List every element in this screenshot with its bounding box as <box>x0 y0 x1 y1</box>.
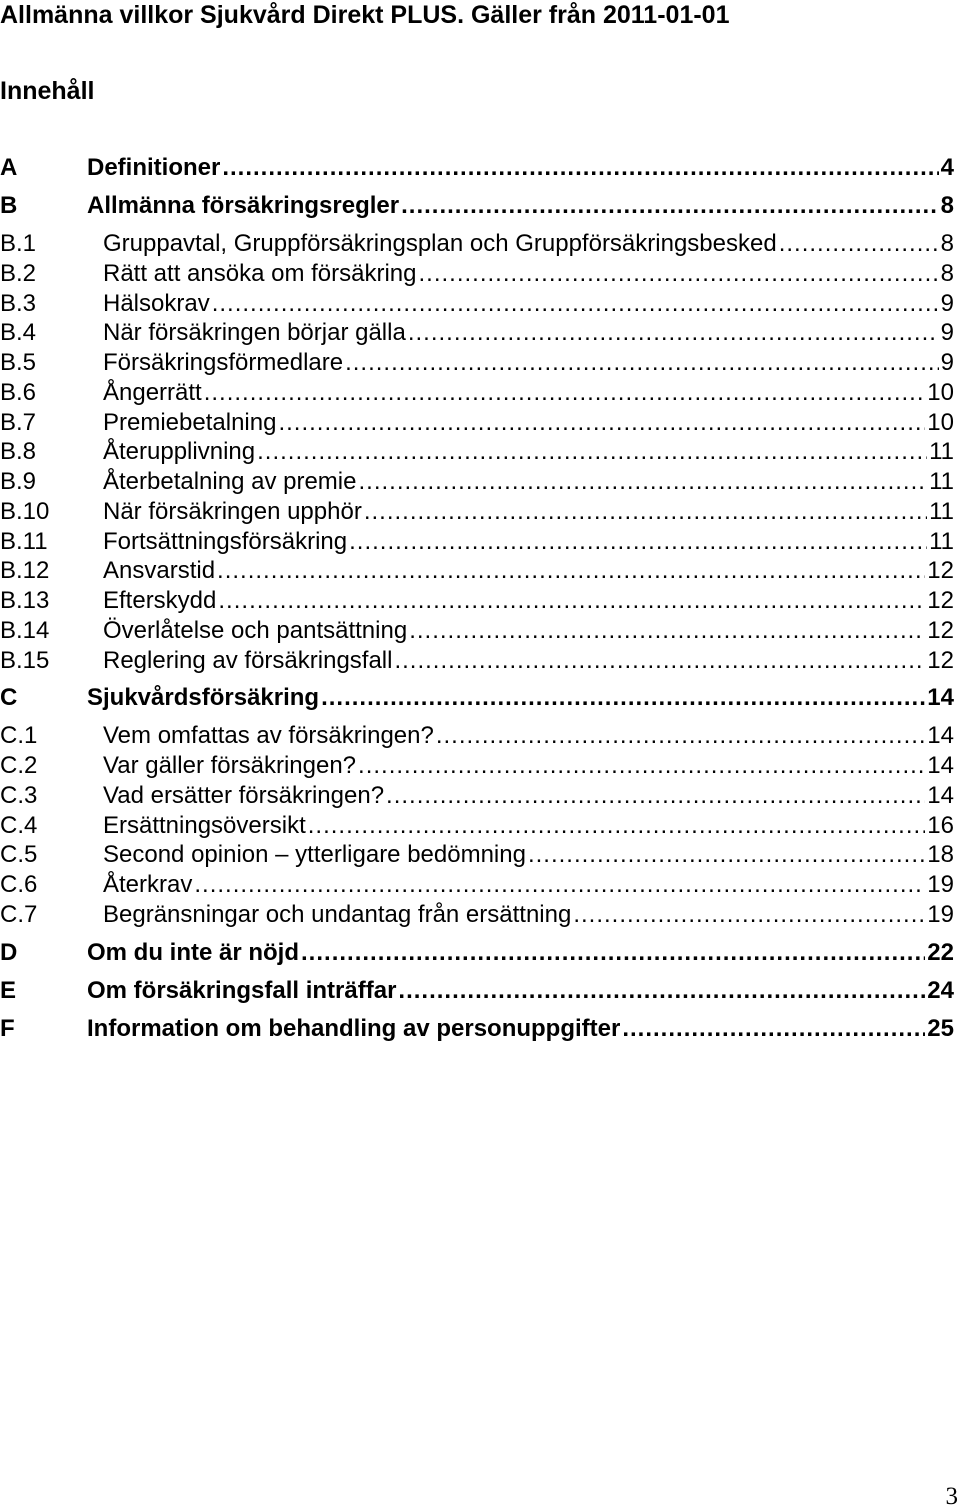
toc-subsection-entry[interactable] <box>0 378 954 408</box>
toc-dot-leader <box>409 616 925 646</box>
toc-entry-number: B.4 <box>0 319 37 347</box>
toc-entry-number: C.3 <box>0 781 38 809</box>
toc-entry-page[interactable]: 11 <box>929 497 954 525</box>
toc-entry-number: B.11 <box>0 527 48 555</box>
toc-entry-page[interactable]: 11 <box>929 468 954 495</box>
toc-dot-leader <box>398 976 925 1006</box>
toc-subsection-entry[interactable] <box>0 408 954 438</box>
toc-subsection-entry[interactable] <box>0 467 954 497</box>
toc-entry-label[interactable]: Ersättningsöversikt <box>103 811 306 839</box>
toc-subsection-entry[interactable] <box>0 721 954 751</box>
toc-entry-number: B.1 <box>0 230 37 257</box>
toc-dot-leader <box>349 527 927 557</box>
toc-entry-label[interactable]: Ansvarstid <box>103 557 216 585</box>
toc-entry-number: B.9 <box>0 468 37 495</box>
toc-entry-page[interactable]: 22 <box>927 938 954 966</box>
table-of-contents <box>0 153 954 1052</box>
toc-dot-leader <box>528 840 925 870</box>
toc-entry-number: B.6 <box>0 378 37 406</box>
toc-entry-line <box>103 840 954 870</box>
toc-subsection-entry[interactable] <box>0 646 954 676</box>
toc-entry-line <box>103 721 954 751</box>
toc-dot-leader <box>257 437 927 467</box>
toc-entry-page[interactable]: 16 <box>927 811 954 839</box>
toc-dot-leader <box>408 318 939 348</box>
toc-entry-label[interactable]: Definitioner <box>87 154 221 181</box>
toc-entry-number: E <box>0 976 17 1004</box>
toc-subsection-entry[interactable] <box>0 751 954 781</box>
toc-entry-label[interactable]: Rätt att ansöka om försäkring <box>103 259 417 287</box>
toc-entry-line <box>103 781 954 811</box>
toc-section-entry[interactable] <box>0 683 954 721</box>
toc-entry-page[interactable]: 4 <box>940 154 954 181</box>
toc-entry-number: B.10 <box>0 497 50 525</box>
toc-entry-label[interactable]: Hälsokrav <box>103 289 210 317</box>
toc-entry-line <box>103 556 954 586</box>
toc-entry-label[interactable]: Efterskydd <box>103 587 217 614</box>
toc-entry-page[interactable]: 12 <box>927 616 954 644</box>
toc-entry-label[interactable]: Försäkringsförmedlare <box>103 349 344 376</box>
toc-subsection-entry[interactable] <box>0 811 954 841</box>
toc-entry-label[interactable]: Återupplivning <box>103 438 256 466</box>
toc-dot-leader <box>436 721 925 751</box>
toc-entry-page[interactable]: 14 <box>927 781 954 809</box>
toc-subsection-entry[interactable] <box>0 497 954 527</box>
page-number: 3 <box>945 1483 958 1510</box>
toc-section-entry[interactable] <box>0 1014 954 1052</box>
toc-entry-label[interactable]: Information om behandling av personuppgifter <box>87 1014 621 1042</box>
toc-entry-page[interactable]: 11 <box>929 527 954 555</box>
toc-dot-leader <box>394 646 925 676</box>
toc-dot-leader <box>573 900 925 930</box>
toc-entry-page[interactable]: 12 <box>927 587 954 614</box>
toc-entry-label[interactable]: Vad ersätter försäkringen? <box>103 781 385 809</box>
toc-subsection-entry[interactable] <box>0 527 954 557</box>
toc-entry-number: B.3 <box>0 289 37 317</box>
toc-entry-label[interactable]: Premiebetalning <box>103 408 277 436</box>
toc-dot-leader <box>418 259 938 289</box>
toc-entry-line <box>87 683 954 713</box>
toc-subsection-entry[interactable] <box>0 870 954 900</box>
toc-subsection-entry[interactable] <box>0 616 954 646</box>
toc-entry-page[interactable]: 12 <box>927 557 954 585</box>
toc-entry-page[interactable]: 19 <box>927 871 954 898</box>
toc-entry-page[interactable]: 19 <box>927 900 954 928</box>
toc-entry-label[interactable]: Återbetalning av premie <box>103 468 357 495</box>
toc-dot-leader <box>194 870 925 900</box>
toc-entry-label[interactable]: Fortsättningsförsäkring <box>103 527 348 555</box>
toc-dot-leader <box>386 781 925 811</box>
toc-subsection-entry[interactable] <box>0 259 954 289</box>
toc-section-entry[interactable] <box>0 938 954 976</box>
toc-subsection-entry[interactable] <box>0 289 954 319</box>
toc-entry-number: C.6 <box>0 871 38 898</box>
toc-entry-label[interactable]: Allmänna försäkringsregler <box>87 192 400 219</box>
toc-dot-leader <box>345 348 939 378</box>
toc-entry-page[interactable]: 8 <box>940 192 954 219</box>
toc-entry-number: B.7 <box>0 408 37 436</box>
toc-subsection-entry[interactable] <box>0 840 954 870</box>
toc-entry-line <box>103 616 954 646</box>
toc-entry-number: B <box>0 192 18 219</box>
toc-entry-line <box>103 318 954 348</box>
toc-dot-leader <box>401 191 939 221</box>
toc-entry-line <box>103 348 954 378</box>
toc-entry-page[interactable]: 10 <box>927 408 954 436</box>
toc-entry-number: A <box>0 154 18 181</box>
toc-entry-line <box>103 586 954 616</box>
toc-dot-leader <box>321 683 925 713</box>
toc-subsection-entry[interactable] <box>0 781 954 811</box>
toc-entry-line <box>87 153 954 183</box>
toc-dot-leader <box>278 408 925 438</box>
toc-subsection-entry[interactable] <box>0 437 954 467</box>
toc-entry-page[interactable]: 18 <box>927 841 954 869</box>
toc-entry-page[interactable]: 14 <box>927 722 954 750</box>
toc-entry-label[interactable]: Sjukvårdsförsäkring <box>87 684 320 712</box>
toc-entry-line <box>87 976 954 1006</box>
toc-entry-label[interactable]: Reglering av försäkringsfall <box>103 646 393 674</box>
toc-entry-line <box>103 289 954 319</box>
toc-entry-number: B.14 <box>0 616 50 644</box>
toc-entry-page[interactable]: 24 <box>927 976 954 1004</box>
toc-section-entry[interactable] <box>0 153 954 191</box>
toc-entry-line <box>103 467 954 497</box>
toc-entry-number: B.2 <box>0 259 37 287</box>
toc-entry-number: C.5 <box>0 841 38 869</box>
toc-entry-line <box>103 408 954 438</box>
toc-entry-label[interactable]: Var gäller försäkringen? <box>103 752 357 779</box>
toc-section-entry[interactable] <box>0 976 954 1014</box>
toc-dot-leader <box>308 811 926 841</box>
toc-entry-number: F <box>0 1014 15 1042</box>
toc-entry-page[interactable]: 12 <box>927 646 954 674</box>
toc-entry-number: C.1 <box>0 722 38 750</box>
toc-entry-label[interactable]: Gruppavtal, Gruppförsäkringsplan och Gruppförsäkringsbesked <box>103 230 777 257</box>
toc-entry-page[interactable]: 9 <box>940 319 954 347</box>
toc-entry-page[interactable]: 8 <box>940 259 954 287</box>
toc-section-entry[interactable] <box>0 191 954 229</box>
toc-entry-label[interactable]: När försäkringen börjar gälla <box>103 319 406 347</box>
toc-dot-leader <box>222 153 938 183</box>
toc-subsection-entry[interactable] <box>0 586 954 616</box>
toc-entry-page[interactable]: 14 <box>927 752 954 779</box>
toc-entry-line <box>103 378 954 408</box>
toc-entry-label[interactable]: Begränsningar och undantag från ersättning <box>103 900 572 928</box>
toc-entry-number: B.5 <box>0 349 37 376</box>
toc-dot-leader <box>212 289 939 319</box>
toc-entry-label[interactable]: Överlåtelse och pantsättning <box>103 616 408 644</box>
toc-entry-page[interactable]: 8 <box>940 230 954 257</box>
toc-subsection-entry[interactable] <box>0 348 954 378</box>
toc-entry-number: B.13 <box>0 587 50 614</box>
toc-entry-line <box>103 229 954 259</box>
toc-dot-leader <box>301 938 925 968</box>
toc-entry-line <box>103 811 954 841</box>
toc-subsection-entry[interactable] <box>0 318 954 348</box>
toc-entry-page[interactable]: 11 <box>929 438 954 466</box>
toc-entry-line <box>103 646 954 676</box>
toc-dot-leader <box>358 467 927 497</box>
toc-entry-number: C <box>0 684 18 712</box>
toc-dot-leader <box>204 378 926 408</box>
document-title: Allmänna villkor Sjukvård Direkt PLUS. Gäller från 2011-01-01 <box>0 1 730 29</box>
toc-entry-number: D <box>0 938 18 966</box>
toc-entry-label[interactable]: När försäkringen upphör <box>103 497 362 525</box>
toc-subsection-entry[interactable] <box>0 900 954 930</box>
toc-entry-label[interactable]: Ångerrätt <box>103 378 202 406</box>
toc-entry-line <box>103 259 954 289</box>
toc-entry-number: C.4 <box>0 811 38 839</box>
toc-entry-number: C.2 <box>0 752 38 779</box>
toc-entry-line <box>103 751 954 781</box>
toc-entry-line <box>103 497 954 527</box>
toc-entry-line <box>87 1014 954 1044</box>
toc-dot-leader <box>217 556 925 586</box>
toc-dot-leader <box>622 1014 925 1044</box>
toc-entry-label[interactable]: Om försäkringsfall inträffar <box>87 976 397 1004</box>
toc-entry-number: C.7 <box>0 900 38 928</box>
toc-entry-page[interactable]: 9 <box>940 289 954 317</box>
toc-dot-leader <box>364 497 927 527</box>
toc-entry-line <box>103 900 954 930</box>
toc-entry-page[interactable]: 9 <box>940 349 954 376</box>
toc-entry-line <box>103 437 954 467</box>
toc-entry-number: B.8 <box>0 438 37 466</box>
toc-entry-label[interactable]: Vem omfattas av försäkringen? <box>103 722 434 750</box>
toc-dot-leader <box>779 229 939 259</box>
toc-entry-line <box>103 527 954 557</box>
toc-heading: Innehåll <box>0 77 95 105</box>
toc-subsection-entry[interactable] <box>0 556 954 586</box>
toc-entry-number: B.12 <box>0 557 50 585</box>
toc-subsection-entry[interactable] <box>0 229 954 259</box>
toc-entry-line <box>87 191 954 221</box>
toc-entry-number: B.15 <box>0 646 50 674</box>
toc-entry-label[interactable]: Second opinion – ytterligare bedömning <box>103 841 526 869</box>
toc-entry-line <box>87 938 954 968</box>
toc-entry-label[interactable]: Om du inte är nöjd <box>87 938 300 966</box>
toc-entry-page[interactable]: 14 <box>927 684 954 712</box>
toc-entry-label[interactable]: Återkrav <box>103 871 193 898</box>
toc-entry-line <box>103 870 954 900</box>
toc-entry-page[interactable]: 10 <box>927 378 954 406</box>
toc-dot-leader <box>218 586 925 616</box>
toc-dot-leader <box>358 751 925 781</box>
toc-entry-page[interactable]: 25 <box>927 1014 954 1042</box>
